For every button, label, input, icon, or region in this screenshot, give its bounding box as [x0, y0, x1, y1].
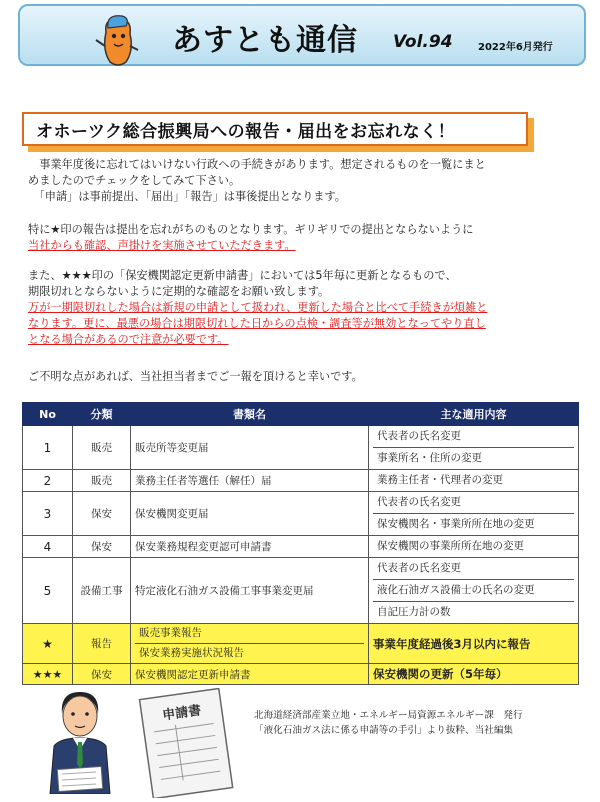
red-notice-line: 万が一期限切れした場合は新規の申請として扱われ、更新した場合と比べて手続きが煩雑と [28, 301, 488, 314]
column-header: 主な適用内容 [369, 403, 579, 426]
table-row [23, 536, 579, 558]
star-row [23, 624, 579, 664]
row-deadline: 事業年度経過後3月以内に報告 [369, 624, 579, 664]
text-line: めましたのでチェックをしてみて下さい。 [28, 174, 241, 187]
intro-paragraph [28, 157, 576, 205]
row-document: 特定液化石油ガス設備工事事業変更届 [131, 558, 369, 624]
row-category: 保安 [73, 536, 131, 558]
row-contents [369, 558, 579, 624]
row-document: 保安機関認定更新申請書 [131, 664, 369, 685]
row-number: 1 [23, 426, 73, 470]
mascot-illustration [88, 10, 148, 70]
document-item: 保安業務実施状況報告 [139, 647, 244, 659]
reminder-paragraph [28, 222, 576, 254]
row-category: 保安 [73, 664, 131, 685]
content-item: 保安機関名・事業所所在地の変更 [377, 518, 535, 530]
triple-star-row [23, 664, 579, 685]
renewal-paragraph [28, 268, 576, 348]
row-category: 報告 [73, 624, 131, 664]
text-line: また、★★★印の「保安機関認定更新申請書」においては5年毎に更新となるもので、 [28, 269, 457, 282]
row-number: 3 [23, 492, 73, 536]
content-item: 保安機関の事業所所在地の変更 [377, 540, 524, 552]
red-notice-line: 当社からも確認、声掛けを実施させていただきます。 [28, 239, 296, 252]
content-item: 代表者の氏名変更 [373, 426, 574, 448]
row-number: 2 [23, 470, 73, 492]
row-documents [131, 624, 369, 664]
row-number: 4 [23, 536, 73, 558]
row-document: 保安機関変更届 [131, 492, 369, 536]
row-contents [369, 470, 579, 492]
column-header: 分類 [73, 403, 131, 426]
table-row [23, 492, 579, 536]
row-document: 保安業務規程変更認可申請書 [131, 536, 369, 558]
table-row [23, 558, 579, 624]
text-line: 「申請」は事前提出、「届出」「報告」は事後提出となります。 [28, 190, 346, 203]
row-category: 設備工事 [73, 558, 131, 624]
source-credits [254, 708, 584, 738]
volume-number: Vol.94 [393, 32, 453, 52]
content-item: 業務主任者・代理者の変更 [377, 474, 503, 486]
row-contents [369, 492, 579, 536]
row-category: 販売 [73, 426, 131, 470]
content-item: 代表者の氏名変更 [373, 492, 574, 514]
newsletter-title: あすとも通信 [172, 23, 358, 58]
text-line: 期限切れとならないように定期的な確認をお願い致します。 [28, 285, 330, 298]
row-category: 保安 [73, 492, 131, 536]
row-deadline: 保安機関の更新（5年毎） [369, 664, 579, 685]
red-notice-line: となる場合があるので注意が必要です。 [28, 333, 229, 346]
businessman-illustration [40, 684, 120, 794]
contact-paragraph [28, 369, 576, 385]
row-document: 業務主任者等選任（解任）届 [131, 470, 369, 492]
application-form-illustration [128, 688, 238, 798]
issue-date: 2022年6月発行 [478, 42, 553, 53]
table-header-row [23, 403, 579, 426]
row-contents [369, 426, 579, 470]
content-item: 事業所名・住所の変更 [377, 452, 482, 464]
column-header: No [23, 403, 73, 426]
credit-line: 北海道経済部産業立地・エネルギー局資源エネルギー課 発行 [254, 710, 523, 721]
procedures-table [22, 402, 579, 685]
row-contents [369, 536, 579, 558]
row-document: 販売所等変更届 [131, 426, 369, 470]
row-category: 販売 [73, 470, 131, 492]
row-number: ★★★ [23, 664, 73, 685]
text-line: 事業年度後に忘れてはいけない行政への手続きがあります。想定されるものを一覧にまと [28, 158, 486, 171]
content-item: 代表者の氏名変更 [373, 558, 574, 580]
document-item: 販売事業報告 [135, 624, 364, 644]
headline-text: オホーツク総合振興局への報告・届出をお忘れなく！ [36, 121, 456, 142]
text-line: ご不明な点があれば、当社担当者までご一報を頂けると幸いです。 [28, 370, 363, 383]
column-header: 書類名 [131, 403, 369, 426]
content-item: 自記圧力計の数 [377, 606, 451, 618]
table-row [23, 470, 579, 492]
row-number: 5 [23, 558, 73, 624]
credit-line: 「液化石油ガス法に係る申請等の手引」より抜粋、当社編集 [254, 725, 514, 736]
table-row [23, 426, 579, 470]
row-number: ★ [23, 624, 73, 664]
text-line: 特に★印の報告は提出を忘れがちのものとなります。ギリギリでの提出とならないように [28, 223, 474, 236]
content-item: 液化石油ガス設備士の氏名の変更 [373, 580, 574, 602]
headline-box [22, 112, 528, 146]
form-label: 申請書 [161, 703, 203, 724]
red-notice-line: なります。更に、最悪の場合は期限切れした日からの点検・調査等が無効となってやり直し [28, 317, 486, 330]
